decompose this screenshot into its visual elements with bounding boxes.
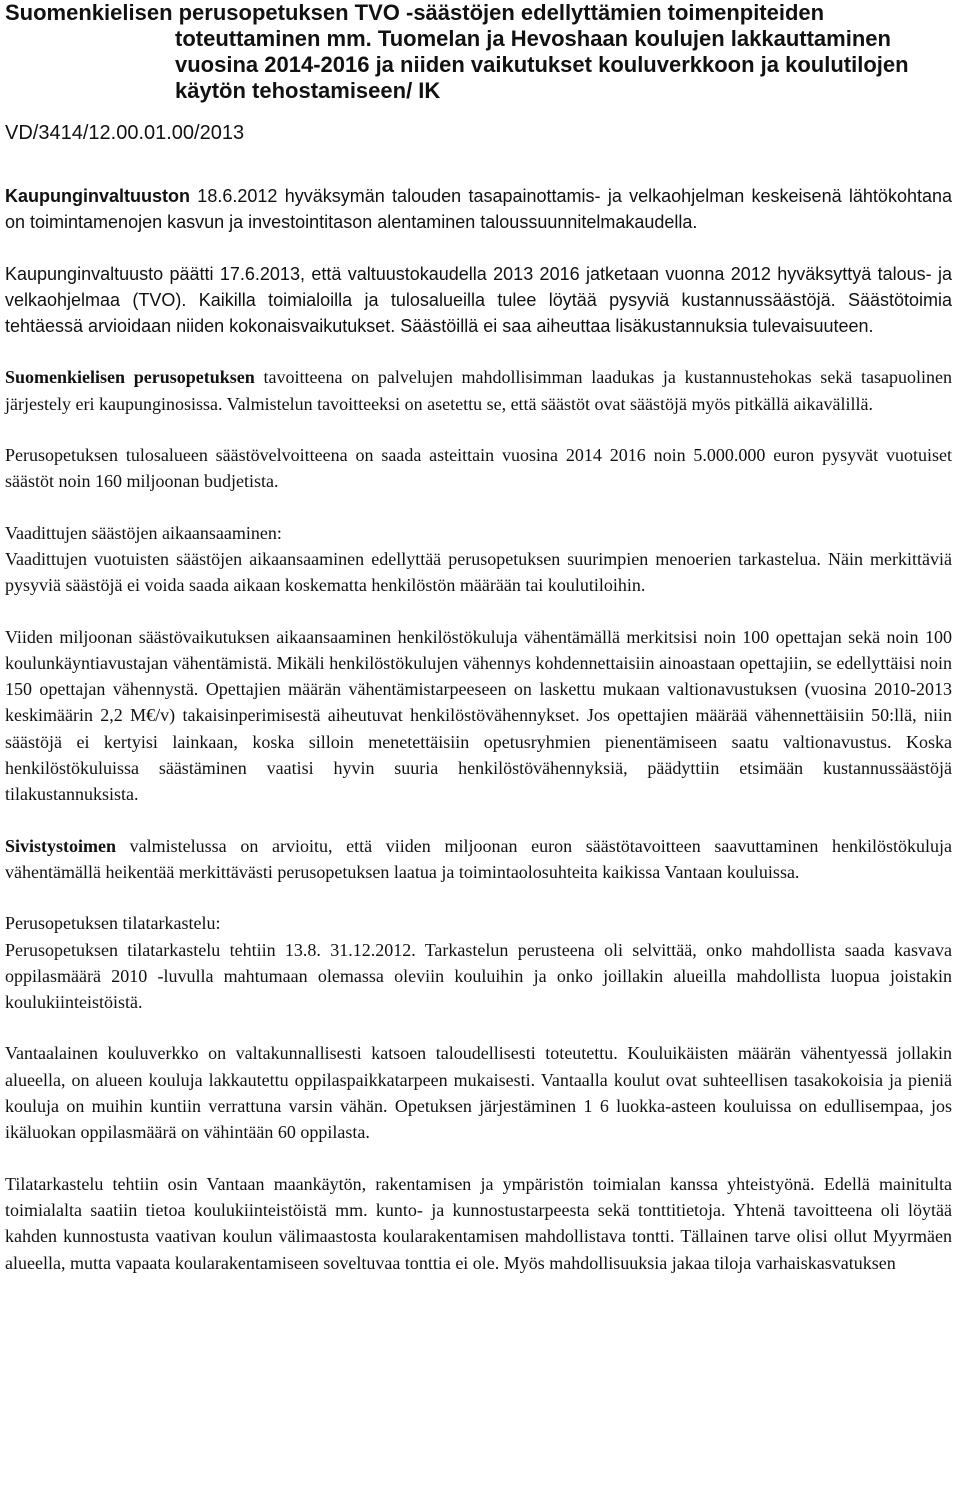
paragraph-9 <box>5 1040 952 1145</box>
paragraph-8 <box>5 937 952 1016</box>
paragraph-6 <box>5 624 952 808</box>
paragraph-text: Vantaalainen kouluverkko on valtakunnallisesti katsoen taloudellisesti toteutettu. Kouluikäisten määrän vähentyessä jollakin alueella, on alueen kouluja lakkautettu oppilaspaikkatarpeen mukaisesti. Vantaalla koulut ovat suhteellisen tasakokoisia ja pieniä kouluja on muihin kuntiin verrattuna varsin vähän. Opetuksen järjestäminen 1 6 luokka-asteen kouluissa on edullisempaa, jos ikäluokan oppilasmäärä on vähintään 60 oppilasta. <box>5 1043 952 1143</box>
paragraph-text: valmistelussa on arvioitu, että viiden miljoonan euron säästötavoitteen saavuttaminen henkilöstökuluja vähentämällä heikentää merkittävästi perusopetuksen laatua ja toimintaolosuhteita kaikissa Vantaan kouluissa. <box>5 835 952 882</box>
paragraph-2 <box>5 261 952 340</box>
paragraph-text: 18.6.2012 hyväksymän talouden tasapainottamis- ja velkaohjelman keskeisenä lähtökohtana on toimintamenojen kasvun ja investointitason alentaminen taloussuunnitelmakaudella. <box>5 186 952 233</box>
paragraph-5 <box>5 546 952 599</box>
paragraph-text: Tilatarkastelu tehtiin osin Vantaan maankäytön, rakentamisen ja ympäristön toimialan kanssa yhteistyönä. Edellä mainitulta toimialalta saatiin tietoa koulukiinteistöistä mm. kunto- ja kunnostustarpeesta sekä tonttitietoja. Yhtenä tavoitteena oli löytää kahden kunnostusta vaativan koulun välimaastosta koularakentamisen mahdollistava tontti. Tällainen tarve olisi ollut Myyrmäen alueella, mutta vapaata koularakentamiseen soveltuvaa tonttia ei ole. Myös mahdollisuuksia jakaa tiloja varhaiskasvatuksen <box>5 1173 952 1273</box>
reference-number: VD/3414/12.00.01.00/2013 <box>5 122 245 144</box>
paragraph-text: Perusopetuksen tilatarkastelu tehtiin 13.8. 31.12.2012. Tarkastelun perusteena oli selvittää, onko mahdollista saada kasvava oppilasmäärä 2010 -luvulla mahtumaan olemassa oleviin kouluihin ja onko joillakin alueilla mahdollista luopua joistakin koulukiinteistöistä. <box>5 939 952 1013</box>
paragraph-text: Perusopetuksen tulosalueen säästövelvoitteena on saada asteittain vuosina 2014 2016 noin 5.000.000 euron pysyvät vuotuiset säästöt noin 160 miljoonan budjetista. <box>5 445 952 492</box>
paragraph-lead: Kaupunginvaltuuston <box>5 186 190 206</box>
paragraph-8-heading: Perusopetuksen tilatarkastelu: <box>5 913 221 934</box>
paragraph-1 <box>5 183 952 236</box>
paragraph-text: Kaupunginvaltuusto päätti 17.6.2013, että valtuustokaudella 2013 2016 jatketaan vuonna 2012 hyväksyttyä talous- ja velkaohjelmaa (TVO). Kaikilla toimialoilla ja tulosalueilla tulee löytää pysyviä kustannussäästöjä. Säästötoimia tehtäessä arvioidaan niiden kokonaisvaikutukset. Säästöillä ei saa aiheuttaa lisäkustannuksia tulevaisuuteen. <box>5 263 952 337</box>
document-title: Suomenkielisen perusopetuksen TVO -säästöjen edellyttämien toimenpiteiden toteuttaminen mm. Tuomelan ja Hevoshaan koulujen lakkauttaminen vuosina 2014-2016 ja niiden vaikutukset kouluverkkoon ja koulutilojen käytön tehostamiseen/ IK <box>5 0 909 103</box>
paragraph-text: tavoitteena on palvelujen mahdollisimman laadukas ja kustannustehokas sekä tasapuolinen järjestely eri kaupunginosissa. Valmistelun tavoitteeksi on asetettu se, että säästöt ovat säästöjä myös pitkällä aikavälillä. <box>5 367 952 414</box>
paragraph-7 <box>5 833 952 886</box>
paragraph-text: Vaadittujen vuotuisten säästöjen aikaansaaminen edellyttää perusopetuksen suurimpien menoerien tarkastelua. Näin merkittäviä pysyviä säästöjä ei voida saada aikaan koskematta henkilöstön määrään tai koulutiloihin. <box>5 548 952 596</box>
document-body <box>5 183 952 1276</box>
paragraph-text: Viiden miljoonan säästövaikutuksen aikaansaaminen henkilöstökuluja vähentämällä merkitsisi noin 100 opettajan sekä noin 100 koulunkäyntiavustajan vähentämistä. Mikäli henkilöstökulujen vähennys kohdennettaisiin ainoastaan opettajiin, se edellyttäisi noin 150 opettajan vähennystä. Opettajien määrän vähentämistarpeeseen on laskettu mukaan valtionavustuksen (vuosina 2010-2013 keskimäärin 2,2 M€/v) takaisinperimisestä aiheutuvat henkilöstövähennykset. Jos opettajien määrää vähennettäisiin 50:llä, niin säästöjä ei kertyisi lainkaan, koska silloin menetettäisiin opetusryhmien pienentämiseen saatu valtionavustus. Koska henkilöstökuluissa säästäminen vaatisi hyvin suuria henkilöstövähennyksiä, päädyttiin etsimään kustannussäästöjä tilakustannuksista. <box>5 626 952 805</box>
paragraph-3 <box>5 364 952 417</box>
paragraph-10 <box>5 1171 952 1276</box>
paragraph-4 <box>5 442 952 495</box>
paragraph-5-heading: Vaadittujen säästöjen aikaansaaminen: <box>5 522 282 543</box>
paragraph-lead: Suomenkielisen perusopetuksen <box>5 367 255 388</box>
paragraph-lead: Sivistystoimen <box>5 835 117 856</box>
